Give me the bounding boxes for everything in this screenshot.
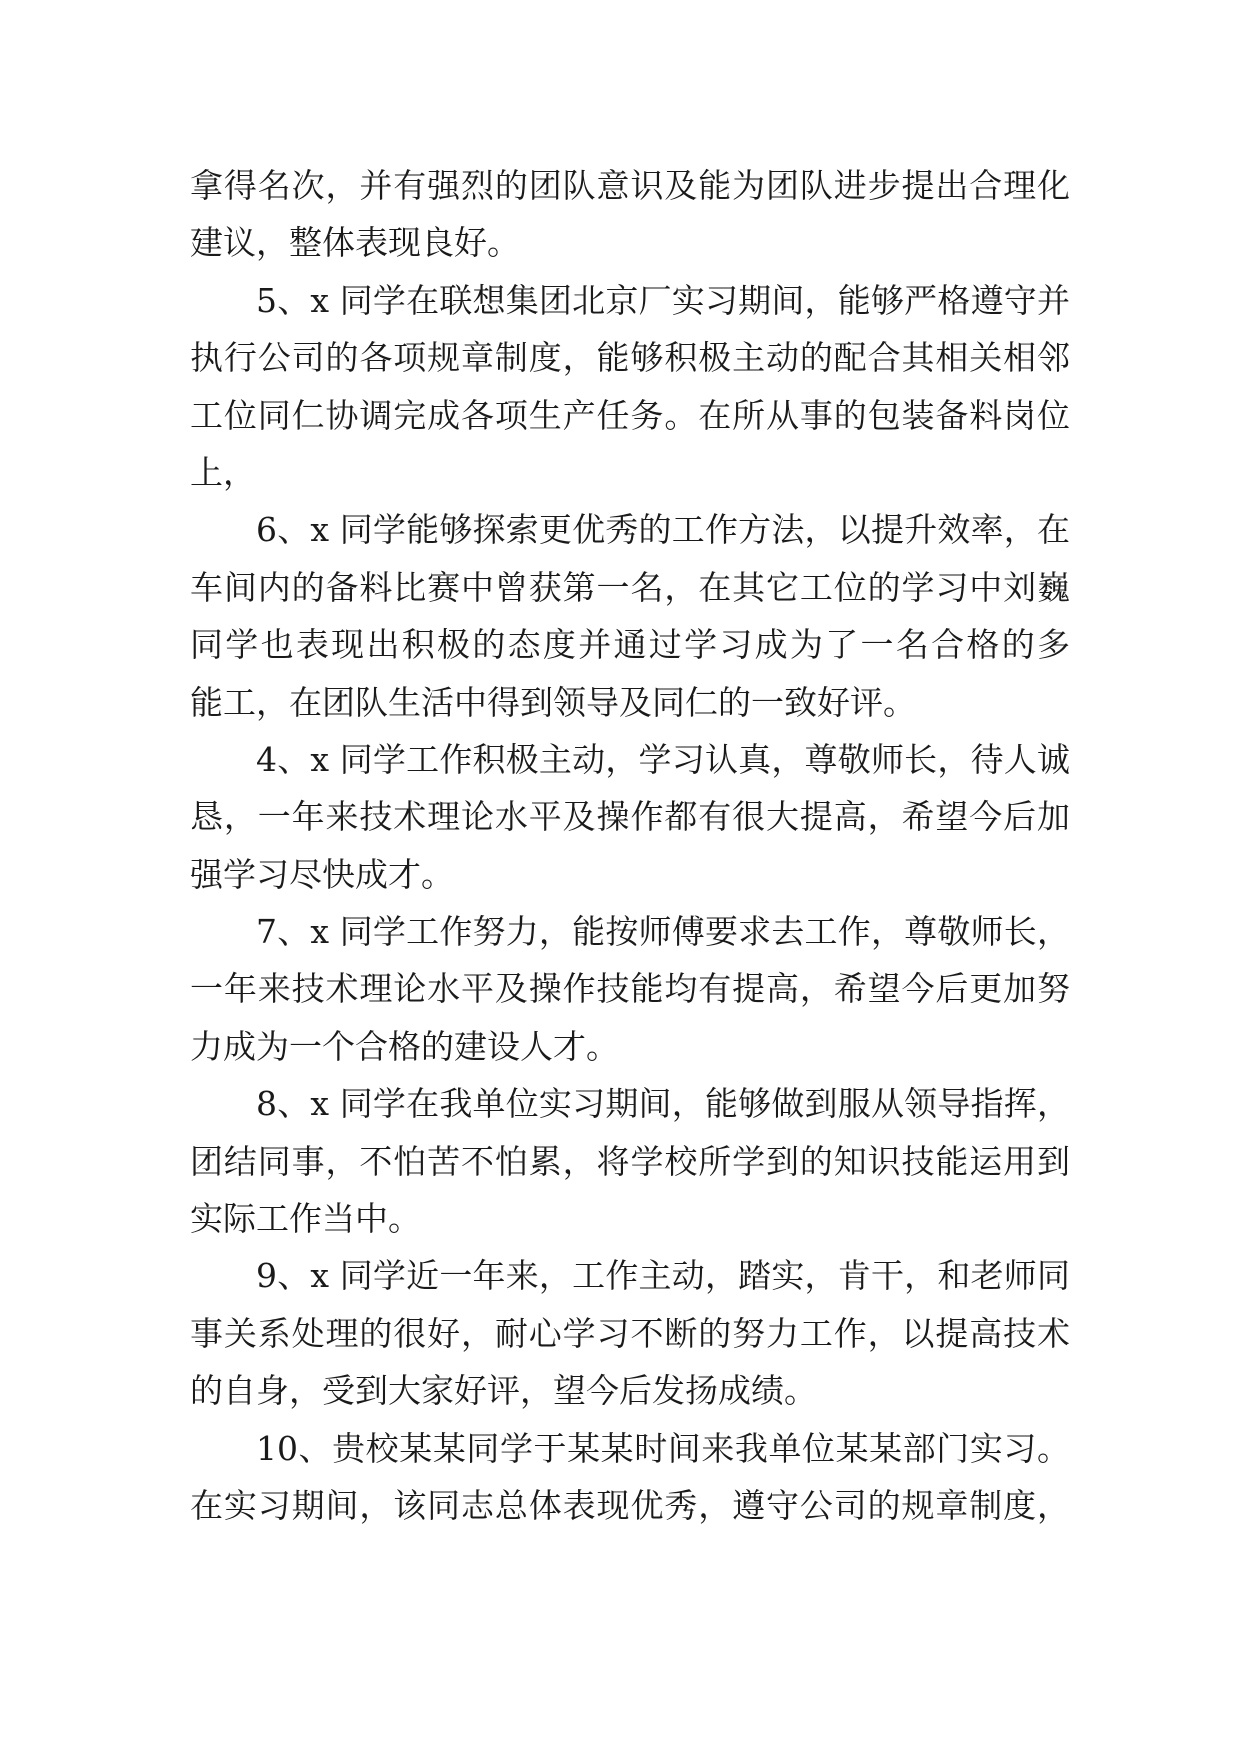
text-line: 的自身，受到大家好评，望今后发扬成绩。 xyxy=(190,1371,817,1411)
text-line: 恳，一年来技术理论水平及操作都有很大提高，希望今后加 xyxy=(190,797,1070,837)
text-line: 事关系处理的很好，耐心学习不断的努力工作，以提高技术 xyxy=(190,1313,1070,1353)
text-line: 拿得名次，并有强烈的团队意识及能为团队进步提出合理化 xyxy=(190,166,1070,205)
paragraph-item-5 xyxy=(190,272,1070,502)
text-line: 10、贵校某某同学于某某时间来我单位某某部门实习。 xyxy=(256,1428,1070,1468)
text-line: 能工，在团队生活中得到领导及同仁的一致好评。 xyxy=(190,682,916,722)
text-line: 4、x 同学工作积极主动，学习认真，尊敬师长，待人诚 xyxy=(256,739,1070,779)
text-line: 上， xyxy=(190,452,256,492)
paragraph-item-7 xyxy=(190,903,1070,1075)
text-line: 实际工作当中。 xyxy=(190,1199,421,1239)
text-line: 一年来技术理论水平及操作技能均有提高，希望今后更加努 xyxy=(190,969,1070,1009)
text-line: 工位同仁协调完成各项生产任务。在所从事的包装备料岗位 xyxy=(190,395,1070,435)
text-line: 建议，整体表现良好。 xyxy=(190,223,520,263)
paragraph-item-9 xyxy=(190,1247,1070,1419)
text-line: 团结同事，不怕苦不怕累，将学校所学到的知识技能运用到 xyxy=(190,1141,1070,1181)
text-line: 7、x 同学工作努力，能按师傅要求去工作，尊敬师长， xyxy=(256,912,1070,952)
text-line: 强学习尽快成才。 xyxy=(190,854,454,894)
paragraph-item-6 xyxy=(190,501,1070,731)
text-line: 5、x 同学在联想集团北京厂实习期间，能够严格遵守并 xyxy=(256,280,1070,320)
document-body xyxy=(190,157,1070,1534)
paragraph-item-4 xyxy=(190,731,1070,903)
text-line: 执行公司的各项规章制度，能够积极主动的配合其相关相邻 xyxy=(190,338,1070,378)
text-line: 在实习期间，该同志总体表现优秀，遵守公司的规章制度， xyxy=(190,1485,1070,1525)
text-line: 9、x 同学近一年来，工作主动，踏实，肯干，和老师同 xyxy=(256,1256,1070,1296)
paragraph-continued xyxy=(190,157,1070,272)
text-line: 同学也表现出积极的态度并通过学习成为了一名合格的多 xyxy=(190,625,1070,665)
text-line: 力成为一个合格的建设人才。 xyxy=(190,1026,619,1066)
paragraph-item-10 xyxy=(190,1420,1070,1535)
text-line: 6、x 同学能够探索更优秀的工作方法，以提升效率，在 xyxy=(256,510,1070,550)
text-line: 8、x 同学在我单位实习期间，能够做到服从领导指挥， xyxy=(256,1084,1070,1124)
text-line: 车间内的备料比赛中曾获第一名，在其它工位的学习中刘巍 xyxy=(190,567,1070,607)
paragraph-item-8 xyxy=(190,1075,1070,1247)
